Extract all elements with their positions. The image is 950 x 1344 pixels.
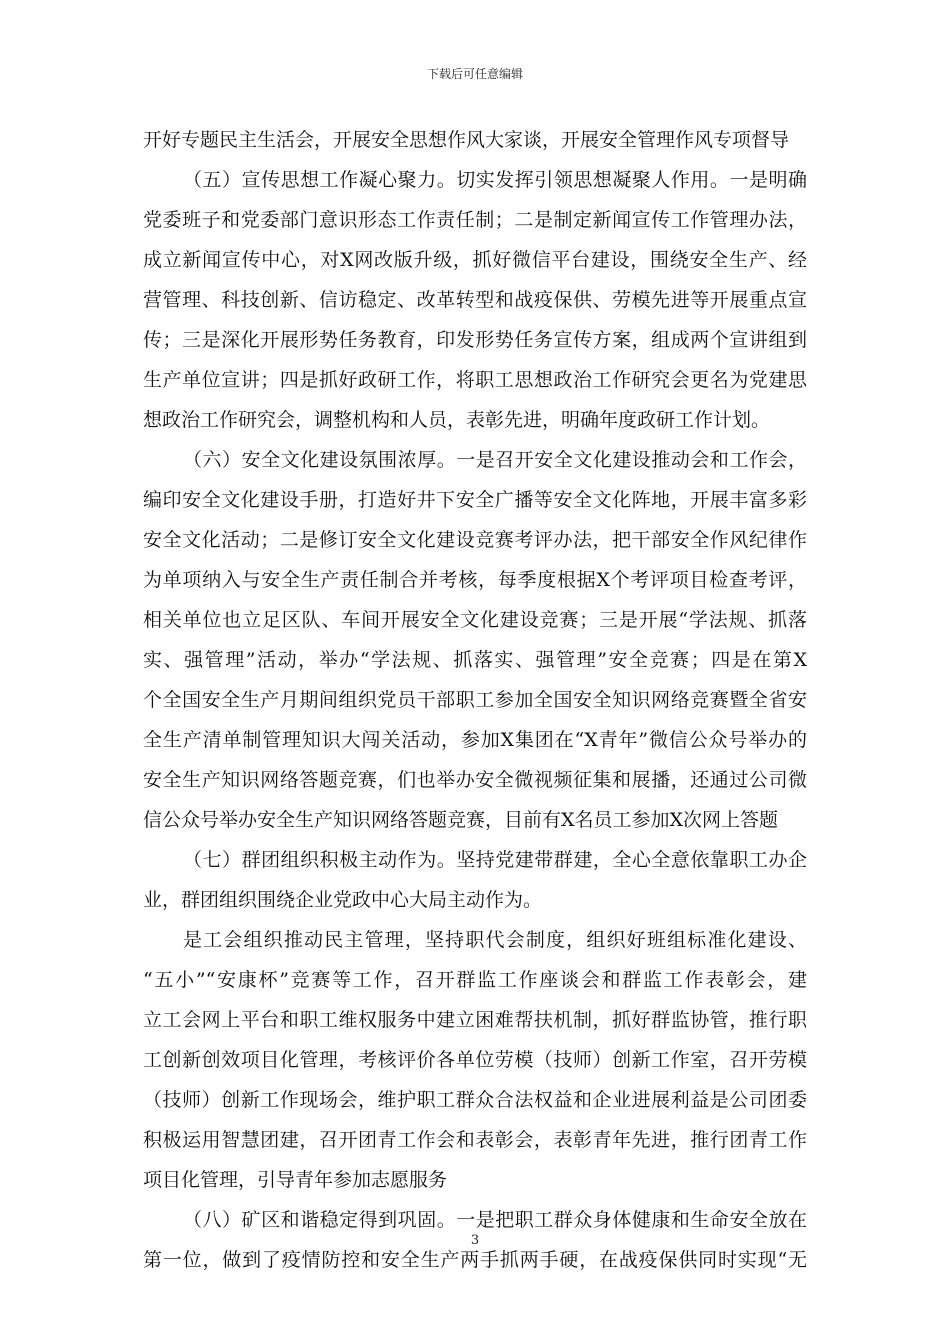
text-line: 安全文化活动；二是修订安全文化建设竞赛考评办法，把干部安全作风纪律作 bbox=[143, 529, 807, 551]
text-line: 安全生产知识网络答题竞赛，们也举办安全微视频征集和展播，还通过公司微 bbox=[143, 769, 807, 791]
text-line: 传；三是深化开展形势任务教育，印发形势任务宣传方案，组成两个宣讲组到 bbox=[143, 329, 807, 351]
text-line: 个全国安全生产月期间组织党员干部职工参加全国安全知识网络竞赛暨全省安 bbox=[143, 689, 807, 711]
text-line: 全生产清单制管理知识大闯关活动，参加X集团在“X青年”微信公众号举办的 bbox=[143, 729, 807, 751]
text-line: 信公众号举办安全生产知识网络答题竞赛，目前有X名员工参加X次网上答题 bbox=[143, 809, 779, 831]
text-line: （七）群团组织积极主动作为。坚持党建带群建，全心全意依靠职工办企 bbox=[183, 849, 807, 871]
text-line: 成立新闻宣传中心，对X网改版升级，抓好微信平台建设，围绕安全生产、经 bbox=[143, 249, 807, 271]
text-line: 相关单位也立足区队、车间开展安全文化建设竞赛；三是开展“学法规、抓落 bbox=[143, 609, 807, 631]
text-line: 立工会网上平台和职工维权服务中建立困难帮扶机制，抓好群监协管，推行职 bbox=[143, 1009, 807, 1031]
page-header: 下载后可任意编辑 bbox=[426, 67, 523, 81]
text-line: 工创新创效项目化管理，考核评价各单位劳模（技师）创新工作室，召开劳模 bbox=[143, 1049, 807, 1071]
text-line: 党委班子和党委部门意识形态工作责任制；二是制定新闻宣传工作管理办法， bbox=[143, 209, 807, 231]
text-line: 项目化管理，引导青年参加志愿服务 bbox=[143, 1169, 448, 1191]
document-body bbox=[143, 120, 807, 1280]
page-number: 3 bbox=[470, 1233, 480, 1248]
text-line: 第一位，做到了疫情防控和安全生产两手抓两手硬，在战疫保供同时实现“无 bbox=[143, 1249, 807, 1271]
text-line: 业，群团组织围绕企业党政中心大局主动作为。 bbox=[143, 889, 543, 911]
text-line: 是工会组织推动民主管理，坚持职代会制度，组织好班组标准化建设、 bbox=[183, 929, 807, 951]
text-line: （六）安全文化建设氛围浓厚。一是召开安全文化建设推动会和工作会， bbox=[183, 449, 807, 471]
text-line: 想政治工作研究会，调整机构和人员，表彰先进，明确年度政研工作计划。 bbox=[143, 409, 771, 431]
text-line: （八）矿区和谐稳定得到巩固。一是把职工群众身体健康和生命安全放在 bbox=[183, 1209, 807, 1231]
text-line: 实、强管理”活动，举办“学法规、抓落实、强管理”安全竞赛；四是在第X bbox=[143, 649, 807, 671]
text-line: 编印安全文化建设手册，打造好井下安全广播等安全文化阵地，开展丰富多彩 bbox=[143, 489, 807, 511]
text-line: 积极运用智慧团建，召开团青工作会和表彰会，表彰青年先进，推行团青工作 bbox=[143, 1129, 807, 1151]
text-line: （技师）创新工作现场会，维护职工群众合法权益和企业进展利益是公司团委 bbox=[143, 1089, 807, 1111]
text-line: 生产单位宣讲；四是抓好政研工作，将职工思想政治工作研究会更名为党建思 bbox=[143, 369, 807, 391]
text-line: 营管理、科技创新、信访稳定、改革转型和战疫保供、劳模先进等开展重点宣 bbox=[143, 289, 807, 311]
text-line: “五小”“安康杯”竞赛等工作，召开群监工作座谈会和群监工作表彰会，建 bbox=[143, 969, 807, 991]
text-line: （五）宣传思想工作凝心聚力。切实发挥引领思想凝聚人作用。一是明确 bbox=[183, 169, 807, 191]
text-line: 为单项纳入与安全生产责任制合并考核，每季度根据X个考评项目检查考评， bbox=[143, 569, 807, 591]
text-line: 开好专题民主生活会，开展安全思想作风大家谈，开展安全管理作风专项督导 bbox=[143, 129, 790, 151]
